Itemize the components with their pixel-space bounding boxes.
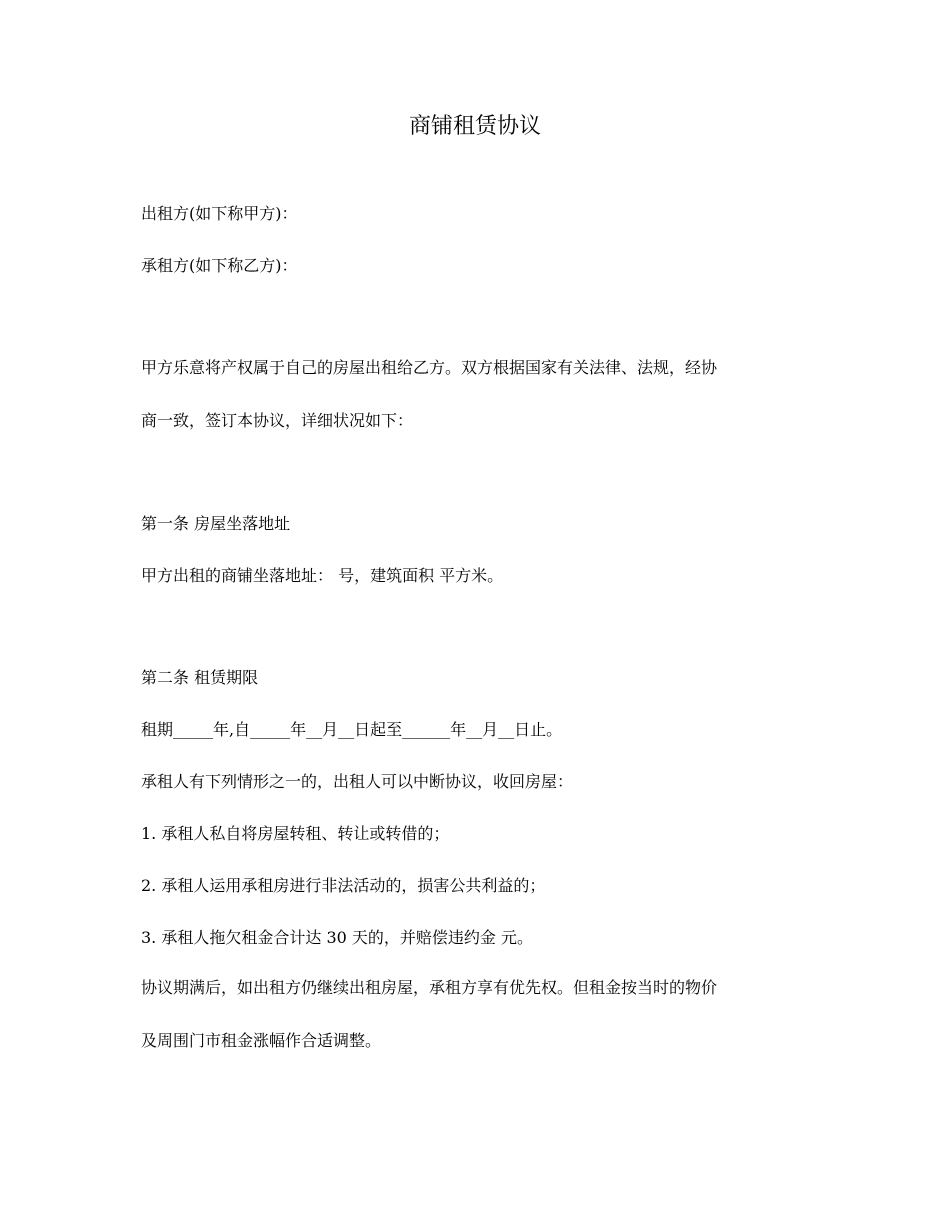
article2-renewal-line-2: 及周围门市租金涨幅作合适调整。 bbox=[141, 1031, 382, 1050]
article2-conditions: 承租人有下列情形之一的，出租人可以中断协议，收回房屋： bbox=[141, 772, 574, 791]
lessor-line: 出租方(如下称甲方)： bbox=[141, 204, 298, 223]
article2-item-1: 1. 承租人私自将房屋转租、转让或转借的； bbox=[141, 824, 450, 843]
intro-paragraph-line-2: 商一致，签订本协议，详细状况如下： bbox=[141, 411, 414, 430]
intro-paragraph-line-1: 甲方乐意将产权属于自己的房屋出租给乙方。双方根据国家有关法律、法规，经协 bbox=[141, 358, 718, 377]
article2-term: 租期_____年,自_____年__月__日起至______年__月__日止。 bbox=[141, 720, 563, 739]
article1-text: 甲方出租的商铺坐落地址： 号，建筑面积 平方米。 bbox=[141, 566, 504, 585]
article2-item-2: 2. 承租人运用承租房进行非法活动的，损害公共利益的； bbox=[141, 876, 546, 895]
article2-heading: 第二条 租赁期限 bbox=[141, 668, 259, 687]
article2-renewal-line-1: 协议期满后，如出租方仍继续出租房屋，承租方享有优先权。但租金按当时的物价 bbox=[141, 978, 718, 997]
article2-item-3: 3. 承租人拖欠租金合计达 30 天的，并赔偿违约金 元。 bbox=[141, 928, 533, 947]
lessee-line: 承租方(如下称乙方)： bbox=[141, 256, 298, 275]
document-title: 商铺租赁协议 bbox=[408, 114, 541, 139]
article1-heading: 第一条 房屋坐落地址 bbox=[141, 514, 291, 533]
